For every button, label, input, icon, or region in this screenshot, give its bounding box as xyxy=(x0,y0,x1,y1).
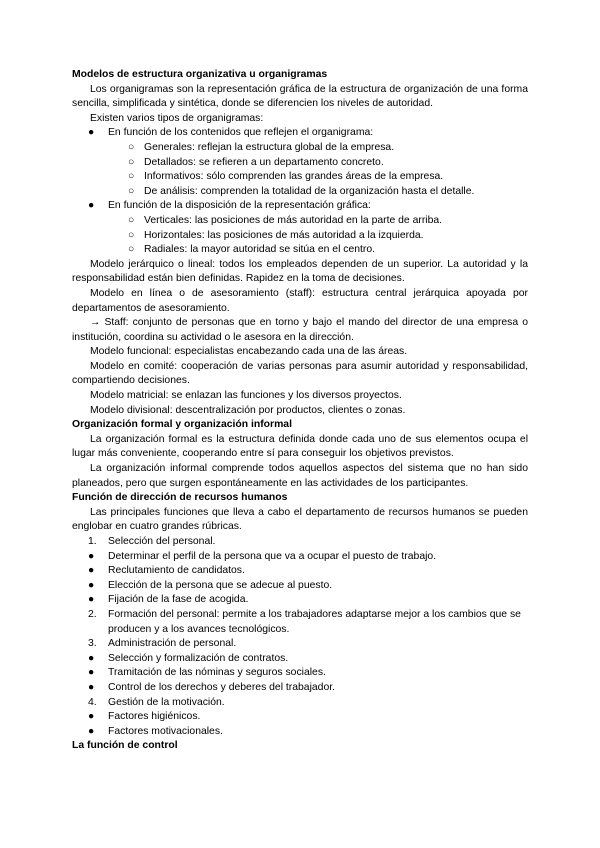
list-item: ○ Generales: reflejan la estructura global de la empresa. xyxy=(72,141,528,156)
section-heading-control: La función de control xyxy=(72,740,178,752)
section-heading-organigramas: Modelos de estructura organizativa u organigramas xyxy=(72,69,328,80)
list-item: 4. Gestión de la motivación. xyxy=(72,696,528,711)
functions-list xyxy=(72,535,528,739)
circle-bullet-icon: ○ xyxy=(128,185,135,197)
paragraph-types-intro: Existen varios tipos de organigramas: xyxy=(90,112,264,124)
list-item: ● Fijación de la fase de acogida. xyxy=(72,593,528,608)
list-item: ● En función de los contenidos que reflejen el organigrama: xyxy=(72,126,528,141)
paragraph-organizacion-informal: La organización informal comprende todos aquellos aspectos del sistema que no han sido planeados, pero que surgen espontáneamente en las actividades de los participantes. xyxy=(72,463,528,489)
circle-bullet-icon: ○ xyxy=(128,229,135,241)
bullet-icon: ● xyxy=(88,127,95,139)
circle-bullet-icon: ○ xyxy=(128,171,135,183)
list-item: ○ Informativos: sólo comprenden las grandes áreas de la empresa. xyxy=(72,170,528,185)
list-item: ● Factores motivacionales. xyxy=(72,725,528,740)
types-list xyxy=(72,126,528,257)
bullet-icon: ● xyxy=(88,711,95,723)
paragraph-modelo-matricial: Modelo matricial: se enlazan las funciones y los diversos proyectos. xyxy=(90,390,402,402)
bullet-icon: ● xyxy=(88,667,95,679)
paragraph-staff: → Staff: conjunto de personas que en torno y bajo el mando del director de una empresa o institución, coordina su actividad o le asesora en la dirección. xyxy=(72,317,528,343)
list-item: ● Tramitación de las nóminas y seguros sociales. xyxy=(72,666,528,681)
bullet-icon: ● xyxy=(88,681,95,693)
list-item: 3. Administración de personal. xyxy=(72,637,528,652)
document-body xyxy=(72,68,528,754)
section-heading-recursos-humanos: Función de dirección de recursos humanos xyxy=(72,492,288,504)
paragraph-organigramas-intro: Los organigramas son la representación gráfica de la estructura de organización de una forma sencilla, simplificada y sintética, donde se diferencien los niveles de autoridad. xyxy=(72,83,528,110)
bullet-icon: ● xyxy=(88,652,95,664)
paragraph-recursos-humanos-intro: Las principales funciones que lleva a cabo el departamento de recursos humanos se pueden englobar en cuatro grandes rúbricas. xyxy=(72,506,528,533)
paragraph-organizacion-formal: La organización formal es la estructura definida donde cada uno de sus elementos ocupa el lugar más conveniente, cooperando entre sí para conseguir los objetivos previstos. xyxy=(72,433,528,460)
bullet-icon: ● xyxy=(88,725,95,737)
list-item: ● En función de la disposición de la representación gráfica: xyxy=(72,199,528,214)
paragraph-modelo-comite: Modelo en comité: cooperación de varias personas para asumir autoridad y responsabilidad, compartiendo decisiones. xyxy=(72,360,528,387)
list-item: ● Determinar el perfil de la persona que va a ocupar el puesto de trabajo. xyxy=(72,550,528,565)
list-item: ● Factores higiénicos. xyxy=(72,710,528,725)
circle-bullet-icon: ○ xyxy=(128,156,135,168)
list-item: ○ Verticales: las posiciones de más autoridad en la parte de arriba. xyxy=(72,214,528,229)
paragraph-modelo-funcional: Modelo funcional: especialistas encabezando cada una de las áreas. xyxy=(90,346,408,358)
section-heading-organizacion: Organización formal y organización informal xyxy=(72,419,292,431)
list-marker: 3. xyxy=(88,638,97,650)
circle-bullet-icon: ○ xyxy=(128,141,135,153)
bullet-icon: ● xyxy=(88,200,95,212)
paragraph-modelo-linea: Modelo en línea o de asesoramiento (staff): estructura central jerárquica apoyada por departamentos de asesoramiento. xyxy=(72,287,528,314)
list-item: ● Selección y formalización de contratos. xyxy=(72,652,528,667)
paragraph-modelo-jerarquico: Modelo jerárquico o lineal: todos los empleados dependen de un superior. La autoridad y la responsabilidad están bien definidas. Rapidez en la toma de decisiones. xyxy=(72,258,528,285)
bullet-icon: ● xyxy=(88,565,95,577)
list-item: 2. Formación del personal: permite a los trabajadores adaptarse mejor a los cambios que se producen y a los avances tecnológicos. xyxy=(88,608,521,635)
list-item: ○ De análisis: comprenden la totalidad de la organización hasta el detalle. xyxy=(72,185,528,200)
list-item: ● Reclutamiento de candidatos. xyxy=(72,564,528,579)
list-item: ● Elección de la persona que se adecue al puesto. xyxy=(72,579,528,594)
circle-bullet-icon: ○ xyxy=(128,244,135,256)
list-item: 1. Selección del personal. xyxy=(72,535,528,550)
list-marker: 1. xyxy=(88,536,97,547)
bullet-icon: ● xyxy=(88,550,95,562)
list-item: ○ Radiales: la mayor autoridad se sitúa en el centro. xyxy=(72,243,528,258)
paragraph-modelo-divisional: Modelo divisional: descentralización por productos, clientes o zonas. xyxy=(90,404,406,416)
list-item: ● Control de los derechos y deberes del trabajador. xyxy=(72,681,528,696)
list-marker: 2. xyxy=(88,608,97,620)
circle-bullet-icon: ○ xyxy=(128,214,135,226)
bullet-icon: ● xyxy=(88,594,95,606)
list-marker: 4. xyxy=(88,696,97,708)
bullet-icon: ● xyxy=(88,579,95,591)
list-item: ○ Detallados: se refieren a un departamento concreto. xyxy=(72,156,528,171)
list-item: ○ Horizontales: las posiciones de más autoridad a la izquierda. xyxy=(72,229,528,244)
